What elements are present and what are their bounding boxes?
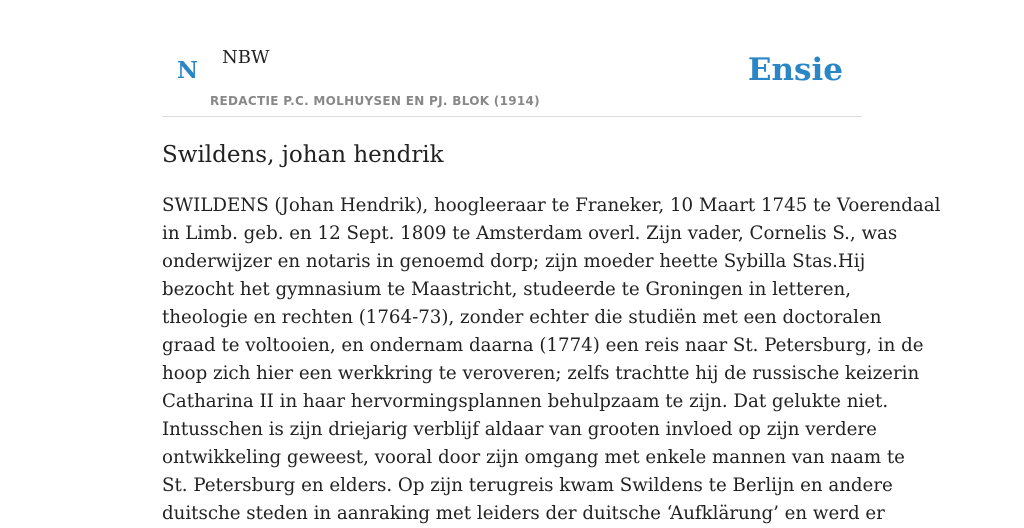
entry-body-line: in Limb. geb. en 12 Sept. 1809 te Amsterdam overl. Zijn vader, Cornelis S., was <box>162 223 898 244</box>
entry-body-line: Catharina II in haar hervormingsplannen behulpzaam te zijn. Dat gelukte niet. <box>162 391 889 412</box>
entry-body-line: graad te voltooien, en ondernam daarna (1774) een reis naar St. Petersburg, in de <box>162 335 924 356</box>
entry-body-line: theologie en rechten (1764-73), zonder echter die studiën met een doctoralen <box>162 307 882 328</box>
entry-title: Swildens, johan hendrik <box>162 142 444 168</box>
source-abbreviation[interactable]: NBW <box>222 47 270 68</box>
entry-body-line: bezocht het gymnasium te Maastricht, studeerde te Groningen in letteren, <box>162 279 851 300</box>
entry-body-line: hoop zich hier een werkkring te veroveren; zelfs trachtte hij de russische keizerin <box>162 363 920 384</box>
entry-body-line: duitsche steden in aanraking met leiders der duitsche ‘Aufklärung’ en werd er <box>162 503 885 524</box>
source-logo-letter: N <box>177 57 199 84</box>
entry-body-line: St. Petersburg en elders. Op zijn terugreis kwam Swildens te Berlijn en andere <box>162 475 893 496</box>
entry-body <box>162 192 941 528</box>
source-subtitle: REDACTIE P.C. MOLHUYSEN EN PJ. BLOK (1914) <box>210 94 540 108</box>
entry-body-line: onderwijzer en notaris in genoemd dorp; zijn moeder heette Sybilla Stas.Hij <box>162 251 866 272</box>
site-logo[interactable]: Ensie <box>747 52 843 88</box>
entry-body-line: SWILDENS (Johan Hendrik), hoogleeraar te Franeker, 10 Maart 1745 te Voerendaal <box>162 195 941 216</box>
source-header <box>162 0 862 117</box>
entry-body-line: Intusschen is zijn driejarig verblijf aldaar van grooten invloed op zijn verdere <box>162 419 877 440</box>
entry-body-line: ontwikkeling geweest, vooral door zijn omgang met enkele mannen van naam te <box>162 447 905 468</box>
